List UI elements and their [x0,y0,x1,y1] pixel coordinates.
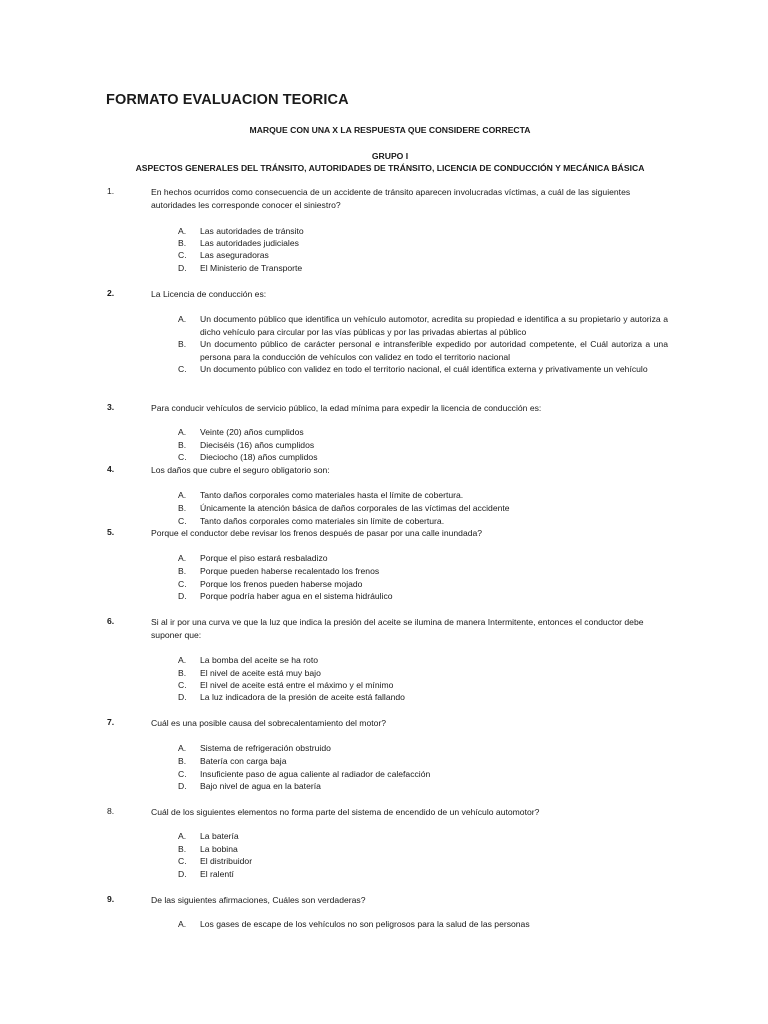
option-text: Las autoridades de tránsito [200,226,304,236]
option-letter: C. [178,579,187,589]
option-letter: D. [178,781,187,791]
option-text: Los gases de escape de los vehículos no son peligrosos para la salud de las personas [200,919,530,929]
option-text: La batería [200,831,239,841]
option-letter: D. [178,263,187,273]
option-letter: B. [178,566,187,576]
option-text: Bajo nivel de agua en la batería [200,781,321,791]
option-text: Porque podría haber agua en el sistema hidráulico [200,591,393,601]
question-text: Si al ir por una curva ve que la luz que indica la presión del aceite se ilumina de manera Intermitente, entonces el conductor debe suponer que: [151,617,644,640]
option-text: El ralentí [200,869,234,879]
option-text: Insuficiente paso de agua caliente al radiador de calefacción [200,769,431,779]
option-letter: C. [178,364,187,374]
instruction-line: MARQUE CON UNA X LA RESPUESTA QUE CONSIDERE CORRECTA [249,125,531,135]
option-letter: C. [178,250,187,260]
option-text: Veinte (20) años cumplidos [200,427,304,437]
question-text: Los daños que cubre el seguro obligatorio son: [151,465,330,475]
group-subtitle: ASPECTOS GENERALES DEL TRÁNSITO, AUTORIDADES DE TRÁNSITO, LICENCIA DE CONDUCCIÓN Y MECÁNICA BÁSICA [135,163,645,173]
option-letter: B. [178,503,187,513]
option-text: Un documento público de carácter personal e intransferible expedido por autoridad competente, el Cuál autoriza a una persona para la conducción de vehículos con validez en todo el territorio nacional [200,339,668,362]
option-letter: B. [178,238,187,248]
option-text: Las aseguradoras [200,250,269,260]
option-letter: A. [178,314,187,324]
option-text: Únicamente la atención básica de daños corporales de las víctimas del accidente [200,503,510,513]
option-letter: A. [178,655,187,665]
option-text: Dieciocho (18) años cumplidos [200,452,318,462]
option-text: La luz indicadora de la presión de aceite está fallando [200,692,405,702]
option-letter: A. [178,427,187,437]
option-letter: A. [178,490,187,500]
question-text: Para conducir vehículos de servicio público, la edad mínima para expedir la licencia de conducción es: [151,403,542,413]
question-number: 2. [107,288,115,298]
option-letter: A. [178,553,187,563]
option-text: Tanto daños corporales como materiales sin límite de cobertura. [200,516,445,526]
option-letter: D. [178,591,187,601]
option-letter: B. [178,668,187,678]
option-letter: B. [178,844,187,854]
option-text: Porque pueden haberse recalentado los frenos [200,566,380,576]
question-number: 5. [107,527,115,537]
option-text: Tanto daños corporales como materiales hasta el límite de cobertura. [200,490,464,500]
option-text: Las autoridades judiciales [200,238,299,248]
option-letter: C. [178,452,187,462]
option-letter: B. [178,440,187,450]
question-number: 8. [107,806,115,816]
question-number: 4. [107,464,115,474]
option-text: La bobina [200,844,238,854]
option-letter: D. [178,692,187,702]
question-text: Porque el conductor debe revisar los frenos después de pasar por una calle inundada? [151,528,483,538]
option-letter: B. [178,339,187,349]
option-text: El nivel de aceite está muy bajo [200,668,321,678]
option-text: Sistema de refrigeración obstruido [200,743,331,753]
document-title: FORMATO EVALUACION TEORICA [106,92,349,108]
option-letter: A. [178,831,187,841]
option-text: Porque el piso estará resbaladizo [200,553,328,563]
option-letter: C. [178,680,187,690]
question-number: 6. [107,616,115,626]
option-text: Porque los frenos pueden haberse mojado [200,579,363,589]
option-text: El distribuidor [200,856,253,866]
option-text: El Ministerio de Transporte [200,263,303,273]
question-text: La Licencia de conducción es: [151,289,267,299]
option-text: Batería con carga baja [200,756,287,766]
question-number: 7. [107,717,115,727]
option-text: Un documento público que identifica un vehículo automotor, acredita su propiedad e identifica a su propietario y autoriza a dicho vehículo para circular por las vías públicas y por las privadas abiertas al público [200,314,668,337]
option-letter: A. [178,743,187,753]
question-number: 3. [107,402,115,412]
option-letter: C. [178,856,187,866]
question-text: En hechos ocurridos como consecuencia de un accidente de tránsito aparecen involucradas víctimas, a cuál de las siguientes autoridades les corresponde conocer el siniestro? [151,187,631,210]
question-text: Cuál de los siguientes elementos no forma parte del sistema de encendido de un vehículo automotor? [151,807,540,817]
option-text: Un documento público con validez en todo el territorio nacional, el cuál identifica externa y privativamente un vehículo [200,364,648,374]
option-letter: D. [178,869,187,879]
option-text: El nivel de aceite está entre el máximo y el mínimo [200,680,394,690]
option-text: Dieciséis (16) años cumplidos [200,440,315,450]
question-text: De las siguientes afirmaciones, Cuáles son verdaderas? [151,895,366,905]
option-letter: B. [178,756,187,766]
option-text: La bomba del aceite se ha roto [200,655,319,665]
question-number: 1. [107,186,115,196]
group-label: GRUPO I [371,151,409,161]
question-number: 9. [107,894,115,904]
option-letter: C. [178,769,187,779]
question-text: Cuál es una posible causa del sobrecalentamiento del motor? [151,718,387,728]
option-letter: A. [178,919,187,929]
option-letter: C. [178,516,187,526]
option-letter: A. [178,226,187,236]
